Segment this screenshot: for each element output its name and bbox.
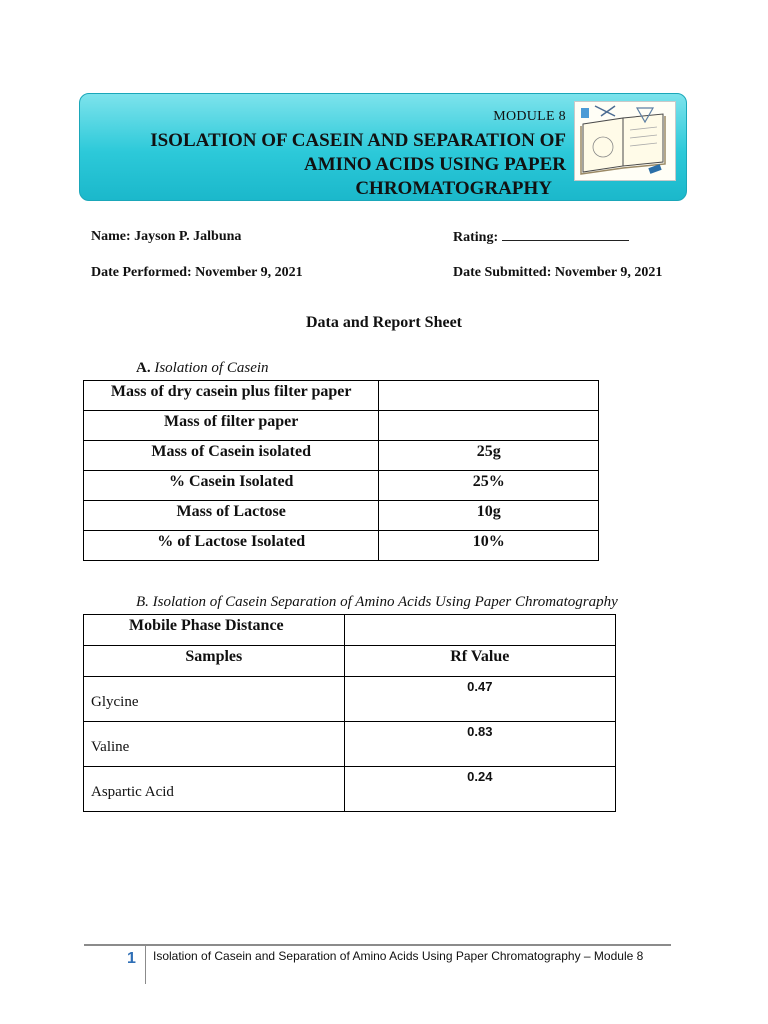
table-row (84, 441, 599, 471)
open-book-icon (574, 101, 676, 181)
footer-divider (145, 944, 146, 984)
table-row (84, 767, 616, 812)
row-label: % of Lactose Isolated (84, 531, 379, 561)
page-title (80, 129, 566, 201)
rf-value: 0.24 (344, 767, 615, 812)
rf-value: 0.47 (344, 677, 615, 722)
row-label: Mass of filter paper (84, 411, 379, 441)
footer-text: Isolation of Casein and Separation of Amino Acids Using Paper Chromatography – Module 8 (153, 949, 644, 963)
column-header-samples: Samples (84, 646, 345, 677)
section-a-letter: A. (136, 360, 151, 376)
mobile-phase-label: Mobile Phase Distance (84, 615, 345, 646)
row-label: % Casein Isolated (84, 471, 379, 501)
row-value: 25% (379, 471, 599, 501)
table-row (84, 411, 599, 441)
row-value (379, 411, 599, 441)
table-row (84, 471, 599, 501)
table-header-row (84, 646, 616, 677)
section-a-title: Isolation of Casein (154, 360, 269, 376)
table-row (84, 722, 616, 767)
name-field (91, 229, 241, 245)
row-value: 10g (379, 501, 599, 531)
table-row (84, 501, 599, 531)
row-value: 10% (379, 531, 599, 561)
table-row (84, 381, 599, 411)
title-line-3: CHROMATOGRAPHY (355, 178, 552, 199)
footer-rule (84, 944, 671, 946)
row-label: Mass of Lactose (84, 501, 379, 531)
rating-label: Rating: (453, 230, 499, 245)
rating-blank (502, 229, 629, 241)
row-value (379, 381, 599, 411)
date-performed-value: November 9, 2021 (195, 265, 303, 280)
row-value: 25g (379, 441, 599, 471)
table-row (84, 615, 616, 646)
casein-table (83, 380, 599, 561)
table-row (84, 531, 599, 561)
section-a-heading (136, 360, 269, 377)
date-performed-label: Date Performed: (91, 265, 192, 280)
section-b-heading: B. Isolation of Casein Separation of Amino Acids Using Paper Chromatography (136, 594, 618, 610)
module-banner (79, 93, 687, 201)
name-value: Jayson P. Jalbuna (134, 229, 242, 244)
module-label: MODULE 8 (493, 109, 566, 124)
sheet-title: Data and Report Sheet (306, 314, 462, 331)
date-submitted-label: Date Submitted: (453, 265, 552, 280)
rf-value: 0.83 (344, 722, 615, 767)
date-submitted-value: November 9, 2021 (554, 265, 663, 280)
chromatography-table (83, 614, 616, 812)
column-header-rf: Rf Value (344, 646, 615, 677)
title-line-1: ISOLATION OF CASEIN AND SEPARATION OF (150, 130, 566, 151)
date-submitted-field (453, 265, 662, 281)
mobile-phase-value (344, 615, 615, 646)
sample-name: Aspartic Acid (84, 767, 345, 812)
sample-name: Valine (84, 722, 345, 767)
page-number: 1 (127, 950, 136, 967)
name-label: Name: (91, 229, 131, 244)
title-line-2: AMINO ACIDS USING PAPER (304, 154, 566, 175)
sample-name: Glycine (84, 677, 345, 722)
row-label: Mass of dry casein plus filter paper (84, 381, 379, 411)
date-performed-field (91, 265, 303, 281)
rating-field (453, 229, 629, 246)
table-row (84, 677, 616, 722)
row-label: Mass of Casein isolated (84, 441, 379, 471)
